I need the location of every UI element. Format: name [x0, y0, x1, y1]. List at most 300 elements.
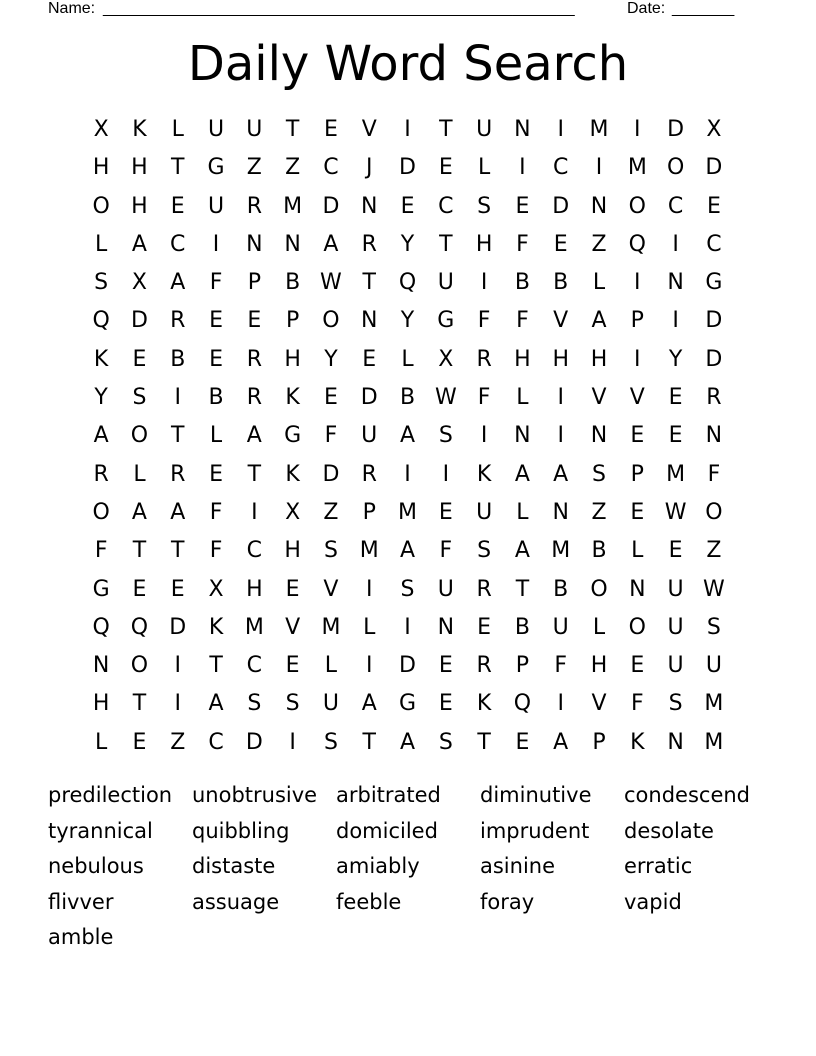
- grid-letter: Z: [706, 538, 722, 564]
- grid-letter: E: [438, 499, 453, 525]
- grid-letter: U: [476, 117, 493, 142]
- date-field: _______: [672, 0, 735, 17]
- grid-letter: E: [438, 653, 453, 679]
- grid-letter: U: [322, 691, 339, 717]
- grid-letter: H: [590, 653, 608, 679]
- grid-letter: N: [246, 231, 263, 257]
- grid-letter: A: [131, 231, 147, 257]
- grid-row: [82, 111, 733, 149]
- grid-letter: N: [360, 193, 378, 219]
- grid-letter: N: [590, 193, 608, 219]
- grid-letter: T: [362, 270, 376, 296]
- grid-letter: E: [630, 499, 645, 525]
- grid-letter: A: [323, 231, 339, 257]
- grid-letter: I: [174, 385, 181, 411]
- grid-letter: L: [631, 538, 644, 564]
- grid-letter: H: [92, 691, 110, 717]
- grid-letter: T: [439, 117, 453, 142]
- grid-letter: C: [667, 193, 684, 219]
- grid-letter: Q: [513, 691, 532, 717]
- grid-letter: D: [705, 155, 723, 181]
- grid-letter: L: [95, 729, 108, 755]
- grid-letter: E: [668, 385, 683, 411]
- grid-letter: S: [323, 538, 338, 564]
- grid-letter: O: [322, 308, 340, 334]
- grid-letter: I: [174, 691, 181, 717]
- grid-letter: I: [365, 653, 373, 679]
- grid-letter: M: [244, 614, 264, 640]
- grid-letter: R: [246, 193, 262, 219]
- grid-letter: F: [630, 691, 644, 717]
- word-list-item: erratic: [624, 854, 693, 878]
- grid-letter: H: [131, 155, 148, 181]
- name-field: _____________________________________________________: [103, 0, 575, 17]
- grid-letter: M: [704, 691, 724, 717]
- grid-letter: I: [557, 385, 564, 411]
- grid-letter: C: [438, 193, 454, 219]
- grid-letter: F: [554, 653, 568, 679]
- grid-letter: M: [359, 538, 379, 564]
- grid-letter: O: [92, 193, 110, 219]
- grid-letter: S: [438, 423, 453, 449]
- grid-letter: C: [208, 729, 224, 755]
- grid-letter: M: [589, 117, 609, 142]
- grid-letter: E: [553, 231, 568, 257]
- grid-letter: Z: [170, 729, 186, 755]
- grid-letter: L: [401, 346, 414, 372]
- grid-letter: F: [477, 308, 491, 334]
- grid-letter: S: [94, 270, 109, 296]
- grid-letter: E: [515, 729, 530, 755]
- grid-letter: E: [132, 346, 147, 372]
- grid-letter: L: [95, 231, 108, 257]
- grid-letter: E: [706, 193, 721, 219]
- grid-letter: R: [476, 576, 492, 602]
- grid-letter: N: [667, 729, 684, 755]
- grid-letter: H: [284, 346, 301, 372]
- grid-letter: Z: [285, 155, 301, 181]
- grid-letter: T: [285, 117, 300, 142]
- grid-letter: V: [591, 385, 607, 411]
- grid-letter: U: [437, 270, 454, 296]
- grid-letter: S: [477, 538, 492, 564]
- grid-letter: K: [285, 385, 300, 411]
- grid-letter: I: [557, 423, 564, 449]
- grid-letter: I: [404, 117, 411, 142]
- grid-letter: I: [519, 155, 526, 181]
- grid-letter: D: [667, 117, 685, 142]
- grid-letter: R: [706, 385, 722, 411]
- grid-letter: I: [672, 231, 679, 257]
- word-list-item: imprudent: [480, 818, 590, 843]
- grid-letter: Y: [668, 346, 683, 372]
- grid-letter: K: [132, 117, 147, 142]
- grid-letter: M: [666, 461, 686, 487]
- grid-letter: B: [208, 385, 224, 411]
- grid-letter: X: [208, 576, 224, 602]
- grid-letter: I: [404, 614, 411, 640]
- grid-letter: U: [552, 614, 569, 640]
- grid-letter: T: [439, 231, 453, 257]
- grid-letter: U: [207, 117, 225, 142]
- grid-letter: B: [170, 346, 186, 372]
- grid-letter: Q: [398, 270, 417, 296]
- grid-letter: T: [132, 538, 147, 564]
- grid-letter: F: [439, 538, 453, 564]
- grid-letter: Y: [400, 231, 415, 257]
- grid-letter: D: [245, 729, 263, 755]
- grid-letter: N: [437, 614, 455, 640]
- word-list-item: feeble: [336, 889, 402, 914]
- grid-letter: S: [132, 385, 147, 411]
- grid-letter: Q: [92, 308, 110, 334]
- grid-letter: O: [590, 576, 608, 602]
- grid-letter: O: [92, 499, 110, 525]
- word-list-item: assuage: [192, 889, 280, 914]
- grid-letter: A: [553, 729, 569, 755]
- grid-letter: V: [629, 385, 645, 411]
- grid-letter: E: [170, 576, 185, 602]
- word-list-item: asinine: [480, 854, 556, 878]
- grid-letter: E: [132, 729, 147, 755]
- grid-letter: V: [323, 576, 339, 602]
- grid-letter: F: [209, 270, 223, 296]
- grid-letter: U: [667, 653, 684, 679]
- grid-letter: A: [591, 308, 607, 334]
- grid-row: [82, 188, 733, 226]
- grid-letter: K: [285, 461, 300, 487]
- grid-letter: E: [170, 193, 185, 219]
- grid-letter: Z: [246, 155, 262, 181]
- grid-letter: I: [404, 461, 411, 487]
- grid-letter: I: [634, 117, 641, 142]
- grid-letter: S: [438, 729, 453, 755]
- grid-letter: I: [174, 653, 181, 679]
- grid-letter: E: [438, 155, 453, 181]
- grid-letter: V: [285, 614, 301, 640]
- grid-row: [82, 417, 733, 455]
- grid-row: [82, 379, 733, 417]
- grid-letter: N: [92, 653, 110, 679]
- grid-letter: U: [476, 499, 493, 525]
- grid-letter: E: [515, 193, 530, 219]
- grid-row: [82, 302, 733, 340]
- grid-letter: G: [705, 270, 723, 296]
- grid-letter: S: [668, 691, 683, 717]
- grid-letter: S: [323, 729, 338, 755]
- grid-letter: M: [627, 155, 647, 181]
- word-list-item: vapid: [624, 889, 682, 914]
- grid-letter: M: [321, 614, 341, 640]
- grid-letter: I: [595, 155, 603, 181]
- grid-letter: E: [438, 691, 453, 717]
- grid-letter: S: [400, 576, 415, 602]
- grid-letter: R: [93, 461, 109, 487]
- word-list-item: desolate: [624, 818, 714, 843]
- grid-letter: A: [361, 691, 377, 717]
- grid-letter: P: [362, 499, 376, 525]
- grid-letter: N: [667, 270, 684, 296]
- grid-letter: Z: [591, 499, 607, 525]
- grid-letter: A: [170, 270, 186, 296]
- grid-letter: K: [93, 346, 109, 372]
- letter-grid: [82, 111, 733, 762]
- grid-letter: D: [399, 653, 416, 679]
- grid-letter: V: [553, 308, 569, 334]
- grid-letter: W: [320, 270, 342, 296]
- grid-letter: B: [553, 270, 569, 296]
- grid-letter: I: [480, 270, 488, 296]
- grid-letter: C: [706, 231, 722, 257]
- grid-letter: I: [212, 231, 220, 257]
- grid-letter: A: [246, 423, 262, 449]
- grid-letter: I: [557, 691, 564, 717]
- grid-letter: E: [362, 346, 377, 372]
- grid-letter: X: [93, 117, 109, 142]
- word-list-item: quibbling: [192, 818, 290, 843]
- grid-letter: D: [322, 461, 340, 487]
- grid-letter: P: [247, 270, 261, 296]
- date-label: Date:: [627, 0, 666, 17]
- grid-letter: D: [705, 346, 723, 372]
- word-list-item: diminutive: [480, 783, 592, 807]
- grid-letter: A: [170, 499, 186, 525]
- grid-letter: D: [399, 155, 416, 181]
- grid-letter: U: [207, 193, 225, 219]
- grid-letter: S: [706, 614, 721, 640]
- grid-letter: U: [246, 117, 263, 142]
- grid-letter: L: [477, 155, 491, 181]
- grid-letter: M: [551, 538, 571, 564]
- grid-letter: C: [553, 155, 569, 181]
- grid-letter: A: [93, 423, 109, 449]
- grid-letter: E: [668, 538, 683, 564]
- grid-letter: F: [209, 538, 223, 564]
- grid-letter: N: [629, 576, 646, 602]
- grid-letter: U: [705, 653, 722, 679]
- grid-letter: I: [289, 729, 296, 755]
- grid-letter: I: [251, 499, 258, 525]
- grid-letter: G: [437, 308, 455, 334]
- grid-letter: A: [399, 423, 416, 449]
- grid-letter: E: [285, 576, 300, 602]
- grid-letter: L: [592, 270, 606, 296]
- grid-letter: K: [208, 614, 224, 640]
- grid-letter: F: [516, 308, 529, 334]
- grid-letter: N: [590, 423, 608, 449]
- grid-letter: L: [516, 499, 529, 525]
- grid-letter: H: [514, 346, 531, 372]
- grid-letter: Z: [591, 231, 607, 257]
- word-list-item: condescend: [624, 783, 750, 807]
- grid-row: [82, 494, 733, 532]
- grid-letter: S: [285, 691, 300, 717]
- grid-letter: L: [209, 423, 223, 449]
- grid-letter: R: [476, 346, 492, 372]
- grid-letter: Q: [628, 231, 646, 257]
- grid-letter: E: [285, 653, 300, 679]
- grid-letter: N: [284, 231, 301, 257]
- grid-letter: P: [630, 461, 644, 487]
- grid-letter: F: [516, 231, 529, 257]
- grid-letter: U: [361, 423, 378, 449]
- grid-letter: Q: [92, 614, 110, 640]
- grid-row: [82, 724, 733, 762]
- grid-letter: E: [209, 461, 223, 487]
- grid-letter: S: [477, 193, 492, 219]
- grid-letter: N: [514, 117, 531, 142]
- grid-letter: V: [591, 691, 607, 717]
- grid-letter: L: [363, 614, 376, 640]
- grid-letter: A: [131, 499, 147, 525]
- grid-letter: I: [480, 423, 488, 449]
- word-list-item: arbitrated: [336, 783, 441, 807]
- grid-letter: L: [324, 653, 338, 679]
- grid-letter: X: [438, 346, 454, 372]
- grid-letter: D: [705, 308, 723, 334]
- grid-letter: A: [514, 461, 530, 487]
- grid-letter: M: [398, 499, 418, 525]
- grid-letter: B: [399, 385, 416, 411]
- name-label: Name:: [48, 0, 96, 17]
- grid-letter: R: [170, 461, 186, 487]
- word-list-item: amiably: [336, 854, 420, 878]
- grid-letter: T: [132, 691, 147, 717]
- grid-letter: Q: [130, 614, 149, 640]
- grid-letter: Y: [94, 385, 108, 411]
- grid-letter: H: [552, 346, 569, 372]
- grid-letter: O: [130, 423, 149, 449]
- grid-letter: H: [284, 538, 301, 564]
- grid-letter: U: [437, 576, 454, 602]
- grid-letter: I: [365, 576, 373, 602]
- grid-letter: L: [516, 385, 529, 411]
- grid-letter: F: [707, 461, 721, 487]
- grid-letter: T: [362, 729, 376, 755]
- grid-letter: K: [476, 461, 492, 487]
- grid-letter: A: [514, 538, 530, 564]
- grid-letter: X: [131, 270, 147, 296]
- word-list-item: flivver: [48, 889, 114, 914]
- grid-letter: B: [553, 576, 569, 602]
- page-title: Daily Word Search: [187, 36, 629, 92]
- word-list-item: unobtrusive: [192, 783, 318, 807]
- grid-row: [82, 609, 733, 647]
- grid-letter: E: [400, 193, 415, 219]
- grid-letter: I: [634, 346, 641, 372]
- grid-letter: H: [246, 576, 263, 602]
- grid-letter: O: [666, 155, 685, 181]
- grid-letter: R: [361, 461, 377, 487]
- grid-letter: D: [360, 385, 378, 411]
- grid-letter: A: [399, 538, 416, 564]
- grid-letter: E: [630, 423, 645, 449]
- grid-letter: G: [398, 691, 417, 717]
- grid-letter: C: [246, 538, 263, 564]
- grid-letter: A: [399, 729, 416, 755]
- grid-letter: A: [208, 691, 224, 717]
- word-list-item: foray: [480, 889, 535, 914]
- grid-letter: P: [592, 729, 606, 755]
- grid-letter: F: [94, 538, 108, 564]
- grid-letter: I: [557, 117, 564, 142]
- grid-letter: R: [476, 653, 492, 679]
- grid-letter: T: [209, 653, 223, 679]
- grid-letter: K: [476, 691, 492, 717]
- grid-letter: D: [552, 193, 570, 219]
- grid-letter: H: [131, 193, 148, 219]
- grid-letter: G: [207, 155, 225, 181]
- word-list-item: nebulous: [48, 854, 144, 878]
- grid-letter: R: [361, 231, 377, 257]
- grid-letter: L: [592, 614, 606, 640]
- grid-letter: N: [705, 423, 723, 449]
- grid-letter: C: [323, 155, 339, 181]
- grid-letter: D: [322, 193, 340, 219]
- grid-row: [82, 571, 733, 609]
- word-list-item: tyrannical: [48, 818, 153, 843]
- grid-letter: G: [92, 576, 110, 602]
- grid-letter: V: [361, 117, 377, 142]
- grid-letter: T: [247, 461, 262, 487]
- grid-letter: T: [171, 155, 185, 181]
- grid-letter: U: [667, 576, 684, 602]
- grid-row: [82, 226, 733, 264]
- grid-row: [82, 264, 733, 302]
- grid-letter: B: [514, 614, 530, 640]
- grid-row: [82, 647, 733, 685]
- grid-letter: N: [360, 308, 378, 334]
- grid-letter: E: [209, 308, 223, 334]
- grid-letter: G: [284, 423, 302, 449]
- grid-letter: R: [246, 385, 262, 411]
- grid-letter: H: [92, 155, 110, 181]
- grid-letter: W: [703, 576, 725, 602]
- grid-letter: N: [552, 499, 569, 525]
- grid-row: [82, 685, 733, 723]
- grid-letter: D: [130, 308, 148, 334]
- word-list-item: domiciled: [336, 818, 438, 843]
- grid-row: [82, 532, 733, 570]
- grid-letter: S: [592, 461, 606, 487]
- grid-letter: T: [477, 729, 491, 755]
- grid-letter: O: [705, 499, 723, 525]
- grid-letter: E: [132, 576, 147, 602]
- grid-letter: W: [434, 385, 457, 411]
- word-list-item: amble: [48, 925, 114, 949]
- grid-letter: I: [672, 308, 679, 334]
- grid-letter: B: [514, 270, 530, 296]
- grid-letter: O: [628, 614, 646, 640]
- grid-letter: P: [630, 308, 644, 334]
- grid-letter: E: [477, 614, 492, 640]
- grid-letter: S: [247, 691, 262, 717]
- grid-letter: F: [324, 423, 338, 449]
- grid-letter: M: [283, 193, 303, 219]
- word-list: [48, 778, 768, 956]
- grid-letter: D: [169, 614, 187, 640]
- grid-letter: T: [171, 423, 185, 449]
- grid-letter: K: [630, 729, 645, 755]
- grid-letter: O: [628, 193, 646, 219]
- grid-letter: B: [591, 538, 607, 564]
- grid-letter: E: [323, 117, 338, 142]
- grid-letter: T: [171, 538, 185, 564]
- word-list-item: distaste: [192, 854, 276, 878]
- grid-letter: L: [133, 461, 146, 487]
- grid-letter: H: [590, 346, 608, 372]
- grid-letter: B: [285, 270, 301, 296]
